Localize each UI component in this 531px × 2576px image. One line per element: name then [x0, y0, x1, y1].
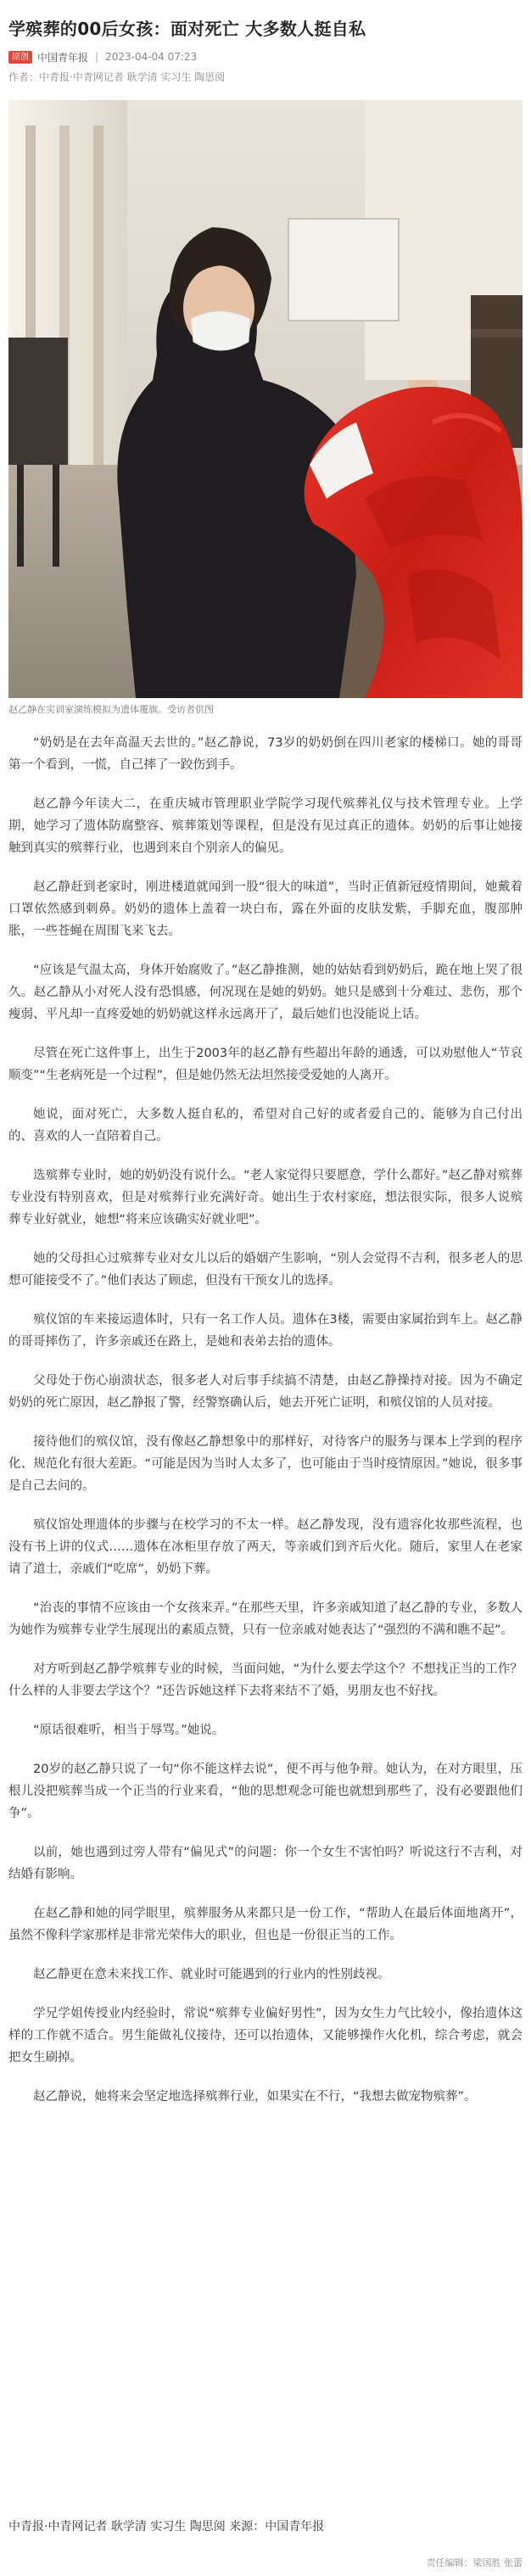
paragraph: 在赵乙静和她的同学眼里，殡葬服务从来都只是一份工作，“帮助人在最后体面地离开”，虽然不像科学家那样是非常光荣伟大的职业，但也是一份很正当的工作。: [8, 1907, 523, 1942]
article-credit: 中青报·中青网记者 耿学清 实习生 陶思阅 来源：中国青年报: [8, 2520, 325, 2534]
paragraph: 殡仪馆处理遗体的步骤与在校学习的不太一样。赵乙静发现，没有遗容化妆那些流程，也没有书上讲的仪式……遗体在冰柜里存放了两天，等亲戚们到齐后火化。随后，家里人在老家请了道士，亲戚们“吃席”，奶奶下葬。: [8, 1518, 523, 1576]
article-photo: [8, 100, 523, 698]
author-line: 作者：中青报·中青网记者 耿学清 实习生 陶思阅: [8, 71, 226, 83]
source-name[interactable]: 中国青年报: [37, 51, 89, 64]
paragraph: 赵乙静今年读大二，在重庆城市管理职业学院学习现代殡葬礼仪与技术管理专业。上学期，她学习了遗体防腐整容、殡葬策划等课程，但是没有见过真正的遗体。奶奶的后事让她接触到真实的殡葬行业，也遇到来自个别亲人的偏见。: [8, 797, 523, 855]
original-badge: 原创: [8, 51, 32, 64]
article-meta: [8, 49, 523, 64]
paragraph: 20岁的赵乙静只说了一句“你不能这样去说”，便不再与他争辩。她认为，在对方眼里，压根儿没把殡葬当成一个正当的行业来看，“他的思想观念可能也就想到那些了，没有必要跟他们争”。: [8, 1763, 523, 1820]
paragraph: 选殡葬专业时，她的奶奶没有说什么。“老人家觉得只要愿意，学什么都好。”赵乙静对殡葬专业没有特别喜欢，但是对殡葬行业充满好奇。她出生于农村家庭，想法很实际，很多人说殡葬专业好就业，她想“将来应该确实好就业吧”。: [8, 1169, 523, 1227]
paragraph: 父母处于伤心崩溃状态，很多老人对后事手续搞不清楚，由赵乙静操持对接。因为不确定奶奶的死亡原因，赵乙静报了警，经警察确认后，她去开死亡证明，和殡仪馆的人员对接。: [8, 1374, 523, 1410]
paragraph: 赵乙静赶到老家时，刚进楼道就闻到一股“很大的味道”，当时正值新冠疫情期间，她戴着口罩依然感到刺鼻。奶奶的遗体上盖着一块白布，露在外面的皮肤发紫，手脚充血，腹部肿胀，一些苍蝇在周围飞来飞去。: [8, 880, 523, 938]
article-title: 学殡葬的00后女孩：面对死亡 大多数人挺自私: [8, 19, 366, 39]
paragraph: 她的父母担心过殡葬专业对女儿以后的婚姻产生影响，“别人会觉得不吉利，很多老人的思想可能接受不了。”他们表达了顾虑，但没有干预女儿的选择。: [8, 1252, 523, 1288]
article-body: [8, 732, 523, 2108]
paragraph: 赵乙静说，她将来会坚定地选择殡葬行业，如果实在不行，“我想去做宠物殡葬”。: [33, 2090, 477, 2104]
paragraph: 殡仪馆的车来接运遗体时，只有一名工作人员。遗体在3楼，需要由家属抬到车上。赵乙静的哥哥摔伤了，许多亲戚还在路上，是她和表弟去抬的遗体。: [8, 1313, 523, 1349]
photo-caption: 赵乙静在实训室演练模拟为遗体覆旗。受访者供图: [8, 704, 214, 715]
paragraph: 她说，面对死亡，大多数人挺自私的，希望对自己好的或者爱自己的、能够为自己付出的、喜欢的人一直陪着自己。: [8, 1108, 523, 1143]
paragraph: 接待他们的殡仪馆，没有像赵乙静想象中的那样好，对待客户的服务与课本上学到的程序化、规范化有很大差距。“可能是因为当时人太多了，也可能由于当时疫情原因。”她说，很多事是自己去问的。: [8, 1435, 523, 1493]
paragraph: “治丧的事情不应该由一个女孩来弄。”在那些天里，许多亲戚知道了赵乙静的专业，多数人为她作为殡葬专业学生展现出的素质点赞，只有一位亲戚对她表达了“强烈的不满和瞧不起”。: [8, 1601, 523, 1637]
paragraph: 学兄学姐传授业内经验时，常说“殡葬专业偏好男性”，因为女生力气比较小，像抬遗体这样的工作就不适合。男生能做礼仪接待，还可以抬遗体，又能够操作火化机，综合考虑，就会把女生刷掉。: [8, 2007, 523, 2065]
responsible-editor: 责任编辑：梁国胜 张蕾: [426, 2557, 523, 2568]
photo-illustration: [8, 100, 523, 698]
paragraph: 赵乙静更在意未来找工作、就业时可能遇到的行业内的性别歧视。: [33, 1968, 390, 1981]
publish-time: 2023-04-04 07:23: [105, 51, 198, 63]
paragraph: “应该是气温太高，身体开始腐败了。”赵乙静推测，她的姑姑看到奶奶后，跪在地上哭了很久。赵乙静从小对死人没有恐惧感，何况现在是她的奶奶。她只是感到十分难过、悲伤，那个瘦弱、平凡却一直疼爱她的奶奶就这样永远离开了，最后她们也没能说上话。: [8, 964, 523, 1021]
paragraph: “原话很难听，相当于辱骂。”她说。: [33, 1724, 225, 1737]
paragraph: 以前，她也遇到过旁人带有“偏见式”的问题：你一个女生不害怕吗？听说这行不吉利，对结婚有影响。: [8, 1846, 523, 1881]
paragraph: 对方听到赵乙静学殡葬专业的时候，当面问她，“为什么要去学这个？不想找正当的工作？什么样的人非要去学这个？”还告诉她这样下去将来结不了婚，男朋友也不好找。: [8, 1662, 523, 1698]
meta-separator: |: [95, 51, 99, 63]
paragraph: 尽管在死亡这件事上，出生于2003年的赵乙静有些超出年龄的通透，可以劝慰他人“节哀顺变”“生老病死是一个过程”，但是她仍然无法坦然接受爱她的人离开。: [8, 1047, 523, 1082]
paragraph: “奶奶是在去年高温天去世的。”赵乙静说，73岁的奶奶倒在四川老家的楼梯口。她的哥哥第一个看到，一慌，自己摔了一跤伤到手。: [8, 736, 523, 772]
